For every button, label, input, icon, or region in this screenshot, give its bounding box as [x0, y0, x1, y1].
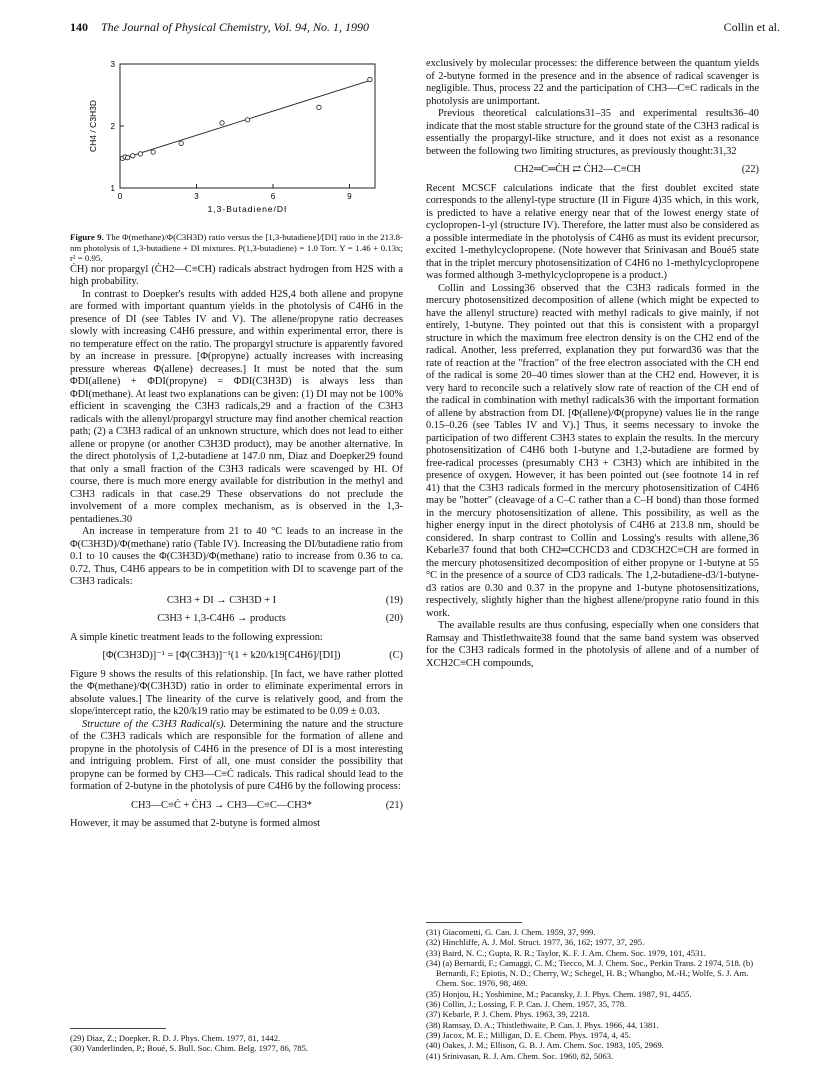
data-point	[245, 118, 249, 122]
equation-number: (21)	[385, 799, 403, 811]
footnote: (39) Jacox, M. E.; Milligan, D. E. Chem. Phys. 1974, 4, 45.	[426, 1029, 631, 1040]
running-authors: Collin et al.	[723, 20, 780, 34]
x-tick-label: 3	[194, 192, 199, 201]
footnote: (34) (a) Bernardi, F.; Camaggi, C. M.; Tiecco, M. J. Chem. Soc., Perkin Trans. 2 1974, 518. (b) Bernardi, F.; Epiotis, N. D.; Cherry, W.; Schegel, H. B.; Whangbo, M.-H.; Wolfe, S. J. Am. Chem. Soc. 1976, 98, 469.	[426, 957, 754, 989]
data-point	[131, 154, 135, 158]
x-tick-label: 0	[117, 192, 123, 201]
paragraph: Collin and Lossing36 observed that the C3H3 radicals formed in the mercury photosensitized decomposition of allene (which might be expected to have the allenyl structure) reacted with methyl radicals to give mainly, if not entirely, 1-butyne. They pointed out that this is consistent with a propargyl structure in which the maximum free electron density is on the CH2 end of the radical. Another, less preferred, explanation they put forward36 was that the rate of reaction at the "fraction" of the free electron associated with the CH end of the radical is some 20–40 times slower than at the CH2 end. However, it is very hard to reconcile such a relatively slow rate of reaction of the CH end of the radical in combination with methyl radicals36 with the important formation of allene by abstraction from DI. [Φ(allene)/Φ(propyne) values lie in the range 0.15–0.26 (see Tables IV and V).] Thus, it seems necessary to invoke the participation of two different C3H3 states to explain the results. In the mercury photosensitization of C4H6 both 1-butyne and 1,2-butadiene are formed by free-radical processes (presumably CH3 + C3H3) which are inhibited in the presence of oxygen. However, it has been pointed out (see footnote 14 in ref 41) that the C3H3 radicals formed in the mercury photosensitization of C4H6 may be "hotter" (cleavage of a C–C rather than a C–H bond) than those formed in the mercury photosensitization of allene. This possibility, as well as the higher energy input in the direct photolysis of C4H6 at 213.8 nm, should be considered. In sharp contrast to Collin and Lossing's results with allene,36 Kebarle37 found that both CH2═CCHCD3 and CD3CH2C≡CH are formed in the mercury photosensitized decomposition of either propyne or 1-butyne at 55 °C in the presence of a source of CD3 radicals. The 1,2-butadiene-d3/1-butyne-d3 ratios are 0.30 and 0.37 in the propyne and 1-butyne photosensitizations, respectively, slightly higher than the highest allene/propyne ratio found in this work.	[426, 282, 759, 619]
x-tick-label: 6	[270, 192, 276, 201]
y-tick-label: 3	[110, 60, 115, 69]
figure-9	[70, 58, 403, 228]
footnote: (35) Honjou, H.; Yoshimine, M.; Pacansky, J. J. Phys. Chem. 1987, 91, 4455.	[426, 988, 692, 999]
paragraph: Previous theoretical calculations31–35 and experimental results36–40 indicate that the most stable structure for the ground state of the C3H3 radical is essentially the propargyl-like structure, and it does not exist as a resonance between the following two limiting structures, as previously thought:31,32	[426, 108, 759, 157]
data-point	[368, 77, 372, 81]
plot-frame	[120, 64, 375, 188]
paragraph: An increase in temperature from 21 to 40 °C leads to an increase in the Φ(C3H3D)/Φ(methane) ratio (Table IV). Increasing the DI/butadiene ratio from 0.1 to 10 causes the Φ(C3H3D)/Φ(methane) ratio to increase from 0.36 to ca. 0.72. Thus, C4H6 appears to be in competition with DI to scavenge part of the C3H3 radicals:	[70, 526, 403, 588]
figure-caption	[70, 232, 403, 264]
footnote: (29) Diaz, Z.; Doepker, R. D. J. Phys. Chem. 1977, 81, 1442.	[70, 1033, 281, 1043]
footnote: (30) Vanderlinden, P.; Boué, S. Bull. Soc. Chim. Belg. 1977, 86, 785.	[70, 1043, 309, 1054]
paragraph: In contrast to Doepker's results with added H2S,4 both allene and propyne are formed with important quantum yields in the photolysis of C4H6 in the presence of DI (see Tables IV and V). The allene/propyne ratio decreases slowly with increasing C4H6 pressure, and within experimental error, there is no temperature effect on the ratio. The propargyl structure is apparently favored by an increase in pressure. [Φ(propyne) actually increases with increasing pressure whereas Φ(allene) decreases.] It must be noted that the sum ΦDI(allene) + ΦDI(propyne) = ΦDI(C3H3D) is always less than ΦDI(methane). At least two explanations can be given: (1) DI may not be 100% efficient in scavenging the C3H3 radicals,29 and a fraction of the C3H3 radicals with the allenyl/propargyl structure may find another chemical reaction path; (2) a C3H3 radical of an unknown structure, which does not lead to either allene or propyne (or another C3H3D product), may be another alternative. In the direct photolysis of 1,2-butadiene at 147.0 nm, Diaz and Doepker29 found that only a small fraction of the C3H3 radicals were scavenged by HI. Of course, there is much more energy available for distribution in the methyl and C3H3 radicals in that case.29 These observations do not preclude the involvement of a more complex mechanism, as is observed in the 1,3-pentadienes.30	[70, 288, 403, 525]
footnote: (31) Giacometti, G. Can. J. Chem. 1959, 37, 999.	[426, 927, 596, 937]
footnote: (41) Srinivasan, R. J. Am. Chem. Soc. 1960, 82, 5063.	[426, 1050, 614, 1061]
y-tick-label: 2	[110, 122, 115, 131]
footnote: (32) Hinchliffe, A. J. Mol. Struct. 1977, 36, 162; 1977, 37, 295.	[426, 937, 645, 948]
equation-text: [Φ(C3H3D)]⁻¹ = [Φ(C3H3)]⁻¹(1 + k20/k19[C4H6]/[DI])	[102, 650, 341, 662]
page-header	[70, 20, 780, 36]
equation-text: C3H3 + DI → C3H3D + I	[166, 594, 277, 606]
left-footnotes	[70, 1028, 403, 1054]
paragraph: ĊH) nor propargyl (ĊH2—C≡CH) radicals abstract hydrogen from H2S with a high probability.	[70, 263, 403, 288]
paragraph: Recent MCSCF calculations indicate that the first doublet excited state corresponds to the allenyl-type structure (II in Figure 4)35 which, in this work, is predicted to have a relative energy near that of the lowest energy state of cyclopropen-1-yl (structure IV). Therefore, the latter must also be considered as a possible intermediate in the photolysis of C4H6 as must its evident precursor, excited 1-methylcyclopropene. (Note however that Srinivasan and Boué5 state that in the triplet mercury photosensitization of C4H6 no 1-methylcyclopropene was formed although 3-methylcyclopropene is a product.)	[426, 182, 759, 281]
footnote: (38) Ramsay, D. A.; Thistlethwaite, P. Can. J. Phys. 1966, 44, 1381.	[426, 1019, 659, 1030]
paragraph-text: Determining the nature and the structure of the C3H3 radicals which are responsible for the formation of allene and propyne in the photolysis of C4H6 in the presence of DI is a most interesting and intriguing problem. First of all, one must consider the possibility that propyne can be formed by CH3—C≡Ċ radicals. This radical should lead to the formation of 2-butyne in the photolysis of pure C4H6 by the following process:	[70, 718, 403, 793]
footnote: (33) Baird, N. C.; Gupta, R. R.; Taylor, K. F. J. Am. Chem. Soc. 1979, 101, 4531.	[426, 947, 706, 958]
figure-caption-text: The Φ(methane)/Φ(C3H3D) ratio versus the [1,3-butadiene]/[DI] ratio in the 213.8-nm photolysis of 1,3-butadiene + DI mixtures. P(1,3-butadiene) = 1.0 Torr. Y = 1.46 + 0.13x; r² = 0.95.	[70, 232, 403, 264]
footnote-rule	[426, 922, 522, 923]
figure-caption-label: Figure 9.	[70, 232, 104, 242]
journal-citation: The Journal of Physical Chemistry, Vol. 94, No. 1, 1990	[101, 20, 369, 34]
paragraph: Figure 9 shows the results of this relationship. [In fact, we have rather plotted the Φ(methane)/Φ(C3H3D) ratio in order to eliminate experimental errors in absolute values.] The linearity of the curve is relatively good, and from the slope/intercept ratio, the k20/k19 ratio may be estimated to be 0.09 ± 0.03.	[70, 668, 403, 718]
data-point	[151, 150, 155, 154]
data-point	[125, 155, 129, 159]
right-footnotes	[426, 922, 759, 1061]
equation-number: (22)	[741, 164, 759, 175]
paragraph: exclusively by molecular processes: the difference between the quantum yields of 2-butyne formed in the presence and in the absence of radical scavenger is negligible. Thus, process 22 and the participation of CH3—C≡C radicals in the photolysis are unimportant.	[426, 58, 759, 107]
left-column	[70, 58, 403, 831]
footnote: (36) Collin, J.; Lossing, F. P. Can. J. Chem. 1957, 35, 778.	[426, 999, 627, 1010]
y-axis-label: CH4 / C3H3D	[88, 100, 98, 152]
section-heading: Structure of the C3H3 Radical(s).	[82, 718, 227, 730]
paragraph: The available results are thus confusing, especially when one considers that Ramsay and Thistlethwaite38 found that the same band system was observed for the C3H3 radicals formed in the photolysis of allene and of a number of XCH2C≡CH compounds,	[426, 620, 759, 669]
structure-paragraph	[70, 719, 403, 794]
equation-text: CH3—C≡Ċ + ĊH3 → CH3—C≡C—CH3*	[131, 799, 312, 811]
footnote: (40) Oakes, J. M.; Ellison, G. B. J. Am. Chem. Soc. 1983, 105, 2969.	[426, 1040, 664, 1051]
data-point	[317, 105, 321, 109]
equation-number: (19)	[385, 594, 403, 606]
figure-9-chart	[70, 58, 403, 228]
x-tick-label: 9	[347, 192, 352, 201]
equation-number: (C)	[389, 650, 403, 662]
footnote-rule	[70, 1028, 166, 1029]
data-point	[179, 141, 183, 145]
x-axis-label: 1,3-Butadiene/DI	[207, 204, 288, 214]
right-column	[426, 58, 759, 670]
equation-21	[70, 800, 403, 813]
equation-number: (20)	[385, 613, 403, 625]
data-point	[220, 121, 224, 125]
page-number: 140	[70, 20, 88, 34]
y-tick-label: 1	[110, 184, 115, 193]
footnote: (37) Kebarle, P. J. Chem. Phys. 1963, 39, 2218.	[426, 1009, 590, 1020]
equation-19	[70, 595, 403, 608]
equation-22	[426, 164, 759, 177]
equation-text: C3H3 + 1,3-C4H6 → products	[157, 613, 286, 625]
paragraph: However, it may be assumed that 2-butyne is formed almost	[70, 818, 321, 830]
equation-text: CH2═C═ĊH ⇄ ĊH2—C≡CH	[514, 164, 641, 175]
paragraph: A simple kinetic treatment leads to the following expression:	[70, 631, 323, 643]
equation-20	[70, 613, 403, 626]
data-point	[138, 152, 142, 156]
equation-c	[70, 650, 403, 663]
